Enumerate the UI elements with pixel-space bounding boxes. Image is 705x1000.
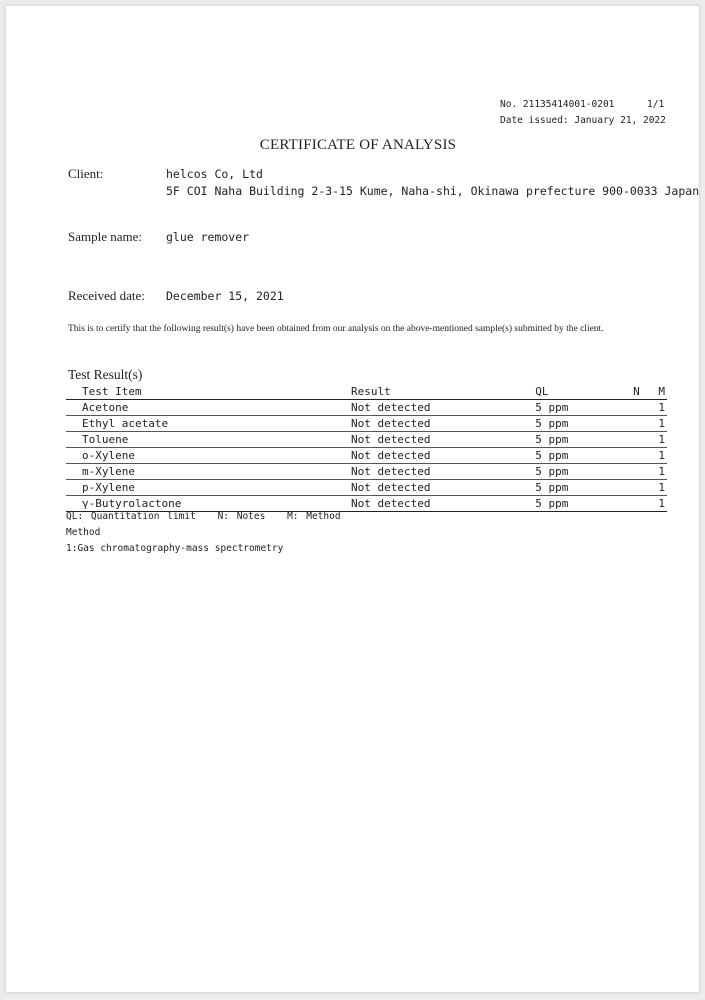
legend-n: N: Notes xyxy=(217,511,266,522)
method-cell: 1 xyxy=(640,464,667,480)
test-item-cell: p-Xylene xyxy=(66,480,351,496)
document-number: No. 21135414001-0201 xyxy=(500,99,615,110)
notes-cell xyxy=(605,400,640,416)
client-name: helcos Co, Ltd xyxy=(166,167,263,181)
test-item-cell: o-Xylene xyxy=(66,448,351,464)
table-row xyxy=(66,496,667,512)
certificate-page xyxy=(6,6,699,992)
table-row xyxy=(66,464,667,480)
notes-cell xyxy=(605,496,640,512)
test-item-cell: Acetone xyxy=(66,400,351,416)
notes-cell xyxy=(605,416,640,432)
table-row xyxy=(66,400,667,416)
ql-cell: 5 ppm xyxy=(535,416,605,432)
sample-name-label: Sample name: xyxy=(68,229,143,244)
received-date-label: Received date: xyxy=(68,288,145,303)
result-cell: Not detected xyxy=(351,480,535,496)
legend-ql: QL: Quantitation limit xyxy=(66,511,196,522)
sample-name-value: glue remover xyxy=(166,230,250,244)
notes-cell xyxy=(605,448,640,464)
ql-cell: 5 ppm xyxy=(535,448,605,464)
ql-cell: 5 ppm xyxy=(535,496,605,512)
table-header-row xyxy=(66,384,667,400)
method-heading: Method xyxy=(66,527,101,538)
method-cell: 1 xyxy=(640,448,667,464)
method-cell: 1 xyxy=(640,432,667,448)
method-item: 1:Gas chromatography-mass spectrometry xyxy=(66,543,284,554)
abbreviation-legend xyxy=(66,511,355,522)
method-cell: 1 xyxy=(640,416,667,432)
table-row xyxy=(66,480,667,496)
column-header-ql: QL xyxy=(535,384,605,400)
test-item-cell: m-Xylene xyxy=(66,464,351,480)
ql-cell: 5 ppm xyxy=(535,480,605,496)
result-cell: Not detected xyxy=(351,400,535,416)
notes-cell xyxy=(605,432,640,448)
ql-cell: 5 ppm xyxy=(535,432,605,448)
ql-cell: 5 ppm xyxy=(535,464,605,480)
result-cell: Not detected xyxy=(351,496,535,512)
result-cell: Not detected xyxy=(351,416,535,432)
notes-cell xyxy=(605,464,640,480)
certification-statement: This is to certify that the following result(s) have been obtained from our analysis on the above-mentioned sample(s) submitted by the client. xyxy=(68,324,604,334)
method-cell: 1 xyxy=(640,496,667,512)
column-header-m: M xyxy=(640,384,667,400)
column-header-result: Result xyxy=(351,384,535,400)
client-label: Client: xyxy=(68,166,104,181)
method-cell: 1 xyxy=(640,480,667,496)
column-header-n: N xyxy=(605,384,640,400)
table-row xyxy=(66,432,667,448)
test-item-cell: γ-Butyrolactone xyxy=(66,496,351,512)
legend-m: M: Method xyxy=(287,511,341,522)
page-title: CERTIFICATE OF ANALYSIS xyxy=(259,137,457,153)
table-row xyxy=(66,448,667,464)
result-cell: Not detected xyxy=(351,464,535,480)
notes-cell xyxy=(605,480,640,496)
date-issued: Date issued: January 21, 2022 xyxy=(500,115,666,126)
result-cell: Not detected xyxy=(351,448,535,464)
results-table xyxy=(66,384,667,512)
ql-cell: 5 ppm xyxy=(535,400,605,416)
page-number: 1/1 xyxy=(647,99,665,110)
result-cell: Not detected xyxy=(351,432,535,448)
test-item-cell: Ethyl acetate xyxy=(66,416,351,432)
test-results-title: Test Result(s) xyxy=(68,367,143,382)
table-row xyxy=(66,416,667,432)
method-cell: 1 xyxy=(640,400,667,416)
received-date-value: December 15, 2021 xyxy=(166,289,284,303)
test-item-cell: Toluene xyxy=(66,432,351,448)
client-address: 5F COI Naha Building 2-3-15 Kume, Naha-shi, Okinawa prefecture 900-0033 Japan xyxy=(166,184,699,198)
column-header-test-item: Test Item xyxy=(66,384,351,400)
